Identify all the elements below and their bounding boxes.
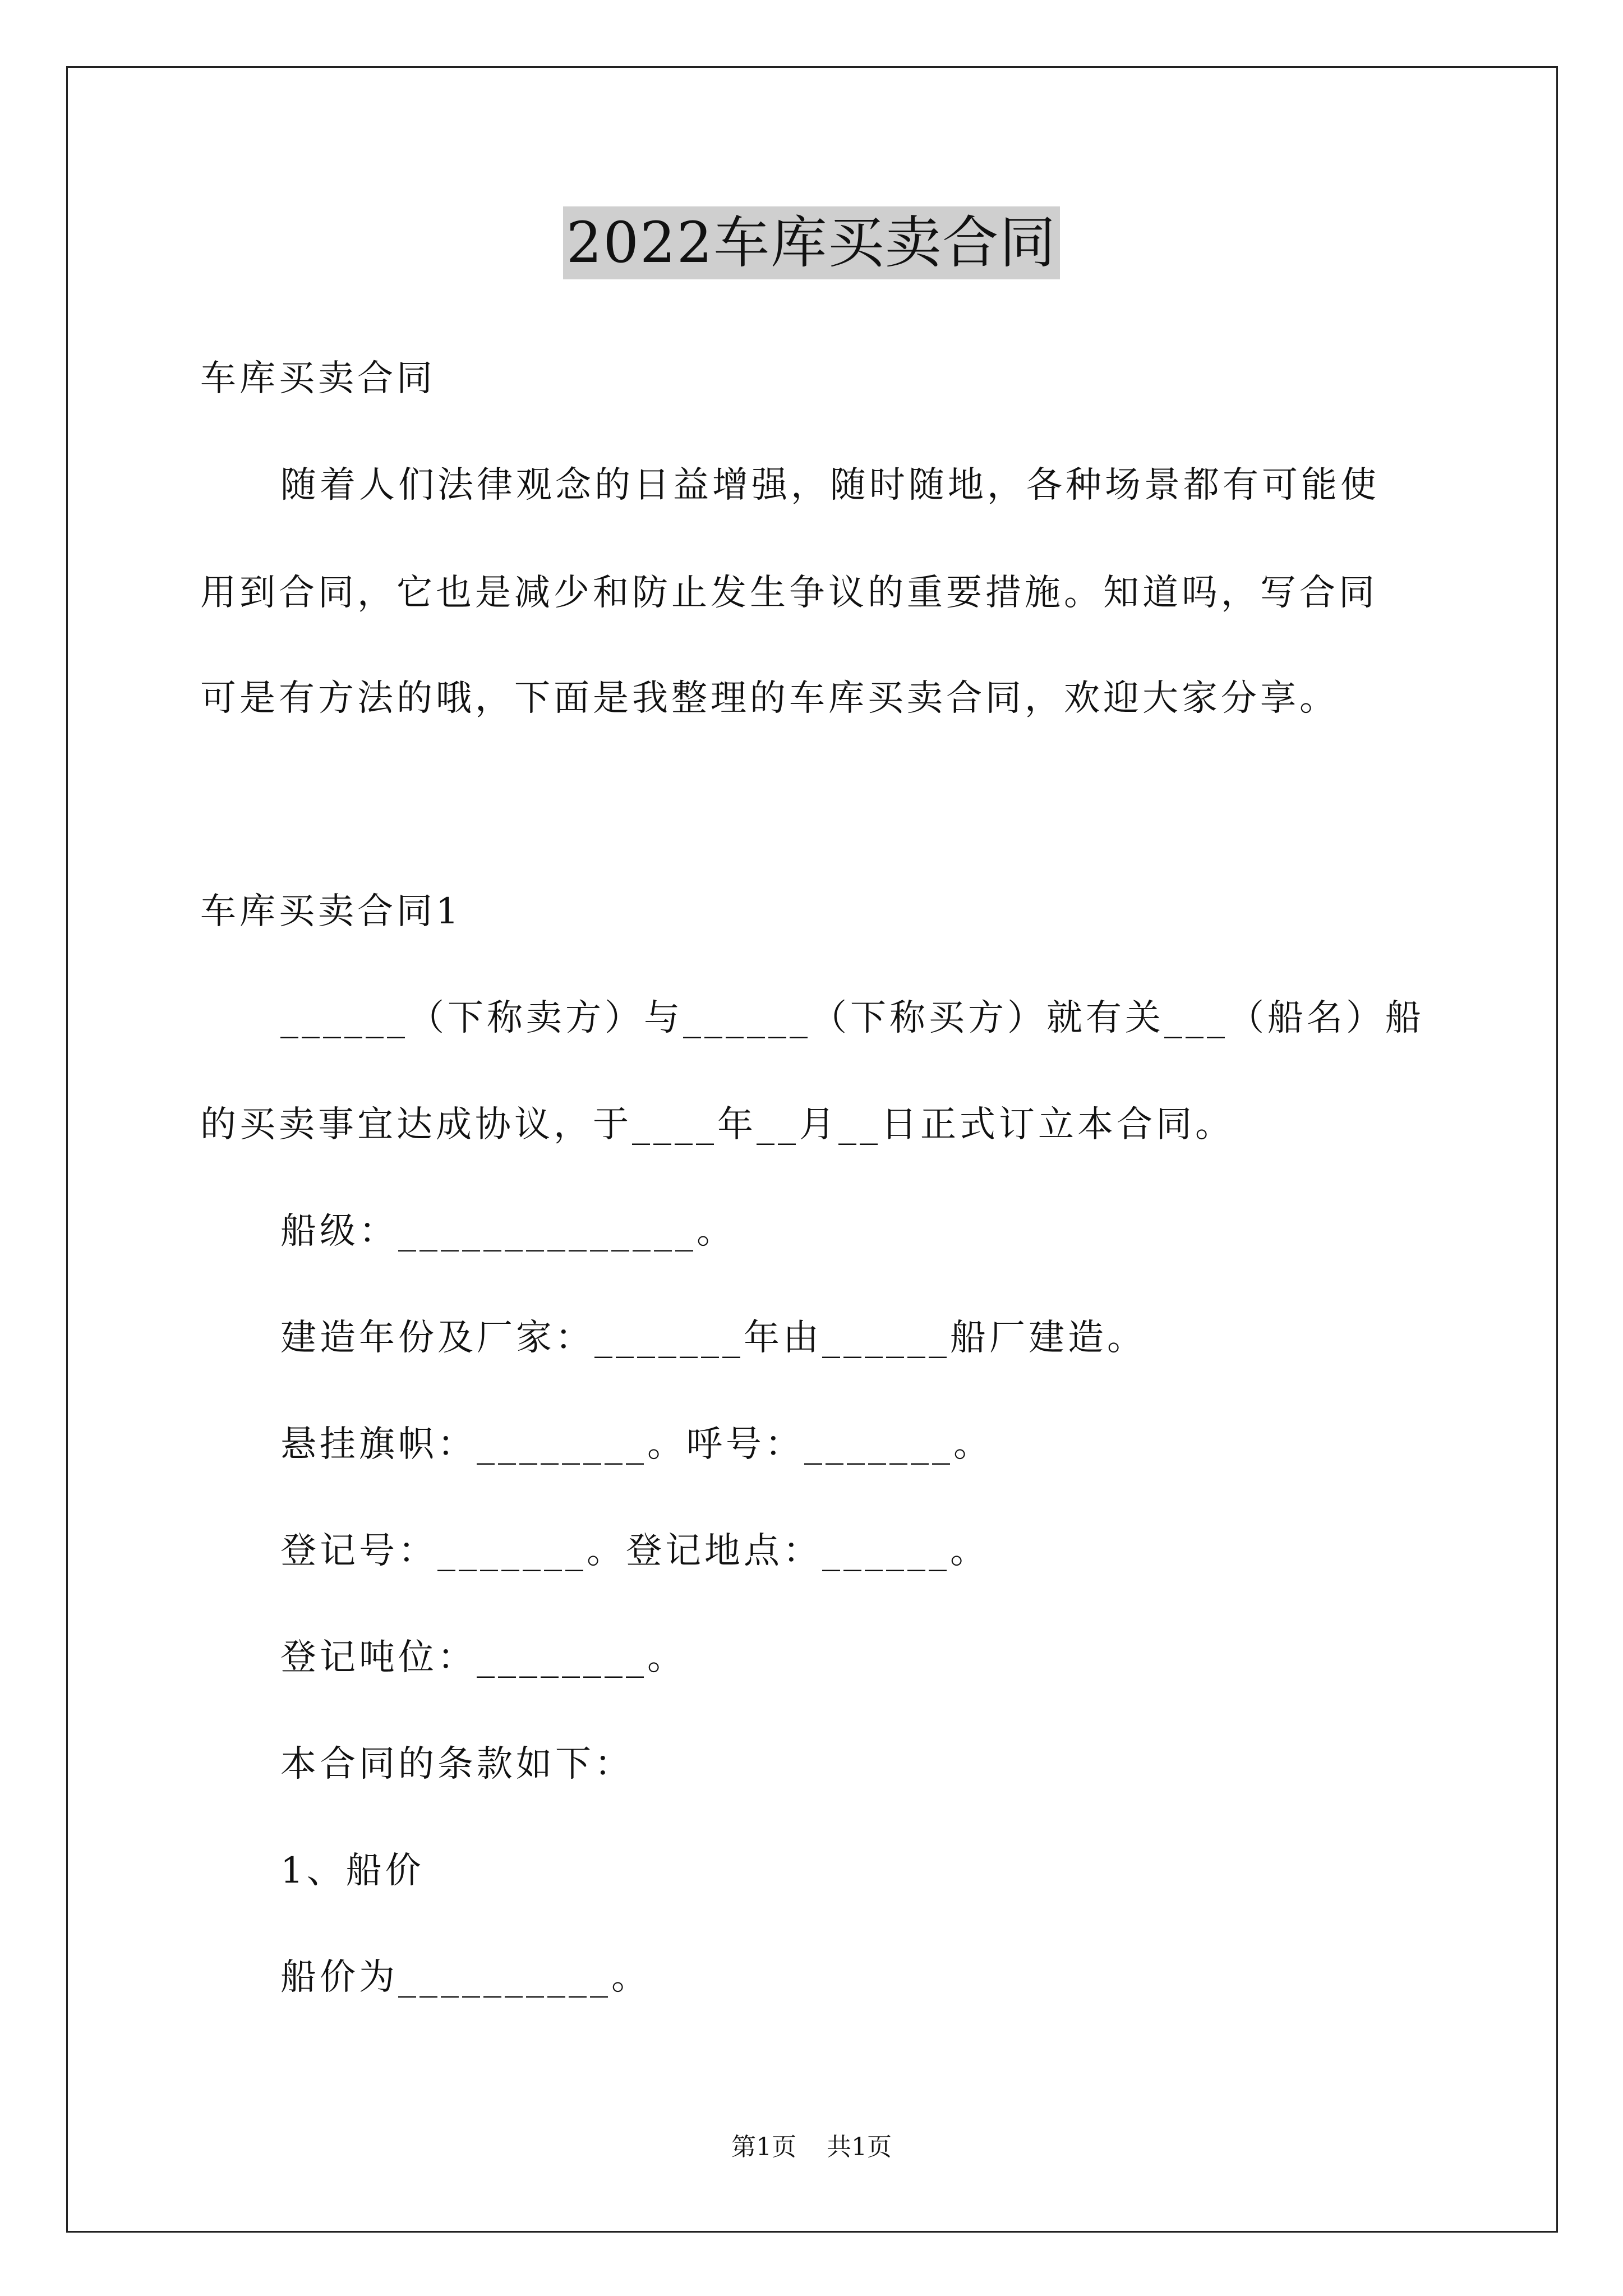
flag-callsign-field: 悬挂旗帜：________。呼号：_______。	[280, 1424, 993, 1465]
contract-paragraph-line-1: ______（下称卖方）与______（下称买方）就有关___（船名）船	[280, 997, 1424, 1039]
document-title-container	[0, 206, 1623, 279]
terms-intro: 本合同的条款如下：	[280, 1743, 634, 1785]
page-footer	[0, 2132, 1623, 2163]
clause-1-heading: 1、船价	[280, 1850, 425, 1892]
registration-field: 登记号：_______。登记地点：______。	[280, 1530, 989, 1572]
ship-class-field: 船级：______________。	[280, 1211, 736, 1252]
page-total: 共1页	[827, 2133, 892, 2161]
intro-paragraph-line-1: 随着人们法律观念的日益增强，随时随地，各种场景都有可能使	[280, 464, 1380, 506]
intro-paragraph-line-3: 可是有方法的哦，下面是我整理的车库买卖合同，欢迎大家分享。	[200, 678, 1339, 719]
tonnage-field: 登记吨位：________。	[280, 1637, 686, 1678]
contract-paragraph-line-2: 的买卖事宜达成协议，于____年__月__日正式订立本合同。	[200, 1104, 1234, 1145]
build-year-field: 建造年份及厂家：_______年由______船厂建造。	[280, 1317, 1146, 1359]
section-heading: 车库买卖合同	[200, 358, 436, 399]
contract-heading: 车库买卖合同1	[200, 891, 462, 932]
intro-paragraph-line-2: 用到合同，它也是减少和防止发生争议的重要措施。知道吗，写合同	[200, 572, 1378, 614]
ship-price-field: 船价为__________。	[280, 1957, 651, 1998]
document-title: 2022车库买卖合同	[563, 206, 1061, 279]
page-number: 第1页	[731, 2133, 796, 2161]
